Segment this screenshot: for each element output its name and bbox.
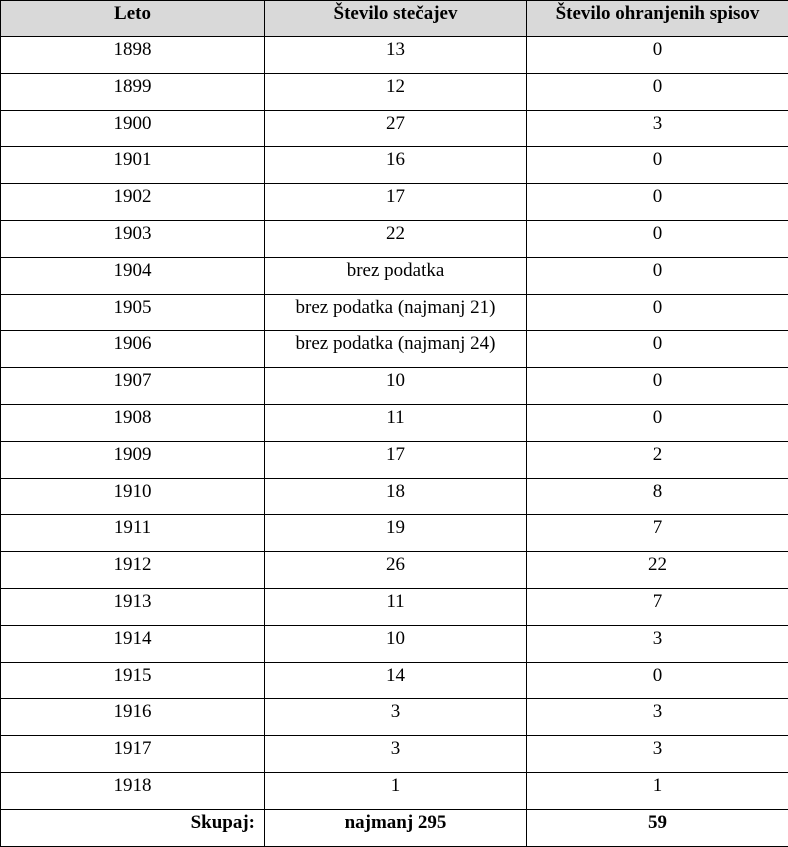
preserved-files-cell: 0 — [527, 368, 788, 405]
table-row — [1, 699, 788, 736]
bankruptcies-cell: brez podatka (najmanj 21) — [265, 294, 527, 331]
year-cell: 1911 — [1, 515, 265, 552]
preserved-files-cell: 7 — [527, 515, 788, 552]
preserved-files-cell: 3 — [527, 736, 788, 773]
table-row — [1, 625, 788, 662]
bankruptcies-cell: 1 — [265, 772, 527, 809]
preserved-files-cell: 0 — [527, 404, 788, 441]
total-row — [1, 809, 788, 846]
year-cell: 1899 — [1, 73, 265, 110]
year-cell: 1901 — [1, 147, 265, 184]
preserved-files-cell: 22 — [527, 552, 788, 589]
year-cell: 1906 — [1, 331, 265, 368]
total-preserved-files: 59 — [527, 809, 788, 846]
year-cell: 1914 — [1, 625, 265, 662]
preserved-files-cell: 0 — [527, 257, 788, 294]
table-row — [1, 73, 788, 110]
preserved-files-cell: 0 — [527, 37, 788, 74]
year-cell: 1917 — [1, 736, 265, 773]
bankruptcies-cell: 17 — [265, 441, 527, 478]
preserved-files-cell: 0 — [527, 662, 788, 699]
table-row — [1, 331, 788, 368]
bankruptcies-cell: brez podatka (najmanj 24) — [265, 331, 527, 368]
preserved-files-cell: 1 — [527, 772, 788, 809]
preserved-files-cell: 0 — [527, 184, 788, 221]
table-row — [1, 368, 788, 405]
bankruptcies-cell: 10 — [265, 625, 527, 662]
total-bankruptcies: najmanj 295 — [265, 809, 527, 846]
header-row — [1, 1, 788, 37]
bankruptcies-cell: 19 — [265, 515, 527, 552]
table-row — [1, 515, 788, 552]
bankruptcies-cell: brez podatka — [265, 257, 527, 294]
preserved-files-cell: 8 — [527, 478, 788, 515]
year-cell: 1905 — [1, 294, 265, 331]
year-cell: 1898 — [1, 37, 265, 74]
table-row — [1, 441, 788, 478]
table-row — [1, 772, 788, 809]
bankruptcies-cell: 27 — [265, 110, 527, 147]
year-cell: 1912 — [1, 552, 265, 589]
table-header — [1, 1, 788, 37]
table-row — [1, 257, 788, 294]
preserved-files-cell: 0 — [527, 331, 788, 368]
table-row — [1, 478, 788, 515]
bankruptcies-cell: 26 — [265, 552, 527, 589]
year-cell: 1916 — [1, 699, 265, 736]
preserved-files-cell: 3 — [527, 110, 788, 147]
table-row — [1, 662, 788, 699]
table-row — [1, 294, 788, 331]
preserved-files-cell: 0 — [527, 294, 788, 331]
year-cell: 1909 — [1, 441, 265, 478]
bankruptcies-cell: 11 — [265, 588, 527, 625]
table-row — [1, 184, 788, 221]
preserved-files-cell: 7 — [527, 588, 788, 625]
header-year: Leto — [1, 1, 265, 37]
preserved-files-cell: 3 — [527, 625, 788, 662]
preserved-files-cell: 3 — [527, 699, 788, 736]
preserved-files-cell: 2 — [527, 441, 788, 478]
year-cell: 1902 — [1, 184, 265, 221]
bankruptcies-cell: 10 — [265, 368, 527, 405]
bankruptcies-cell: 3 — [265, 699, 527, 736]
table-row — [1, 552, 788, 589]
year-cell: 1918 — [1, 772, 265, 809]
bankruptcies-cell: 22 — [265, 220, 527, 257]
year-cell: 1915 — [1, 662, 265, 699]
year-cell: 1904 — [1, 257, 265, 294]
table-row — [1, 110, 788, 147]
year-cell: 1913 — [1, 588, 265, 625]
bankruptcies-cell: 13 — [265, 37, 527, 74]
total-label: Skupaj: — [1, 809, 265, 846]
table-row — [1, 736, 788, 773]
year-cell: 1910 — [1, 478, 265, 515]
header-bankruptcies: Število stečajev — [265, 1, 527, 37]
bankruptcies-cell: 12 — [265, 73, 527, 110]
bankruptcies-cell: 14 — [265, 662, 527, 699]
year-cell: 1903 — [1, 220, 265, 257]
year-cell: 1900 — [1, 110, 265, 147]
bankruptcies-cell: 11 — [265, 404, 527, 441]
bankruptcies-cell: 18 — [265, 478, 527, 515]
bankruptcies-cell: 16 — [265, 147, 527, 184]
table-row — [1, 37, 788, 74]
year-cell: 1907 — [1, 368, 265, 405]
table-row — [1, 220, 788, 257]
preserved-files-cell: 0 — [527, 73, 788, 110]
bankruptcies-cell: 3 — [265, 736, 527, 773]
table-row — [1, 588, 788, 625]
bankruptcies-cell: 17 — [265, 184, 527, 221]
table-body — [1, 37, 788, 810]
year-cell: 1908 — [1, 404, 265, 441]
table-row — [1, 404, 788, 441]
header-preserved-files: Število ohranjenih spisov — [527, 1, 788, 37]
preserved-files-cell: 0 — [527, 147, 788, 184]
preserved-files-cell: 0 — [527, 220, 788, 257]
table-row — [1, 147, 788, 184]
table-footer — [1, 809, 788, 846]
